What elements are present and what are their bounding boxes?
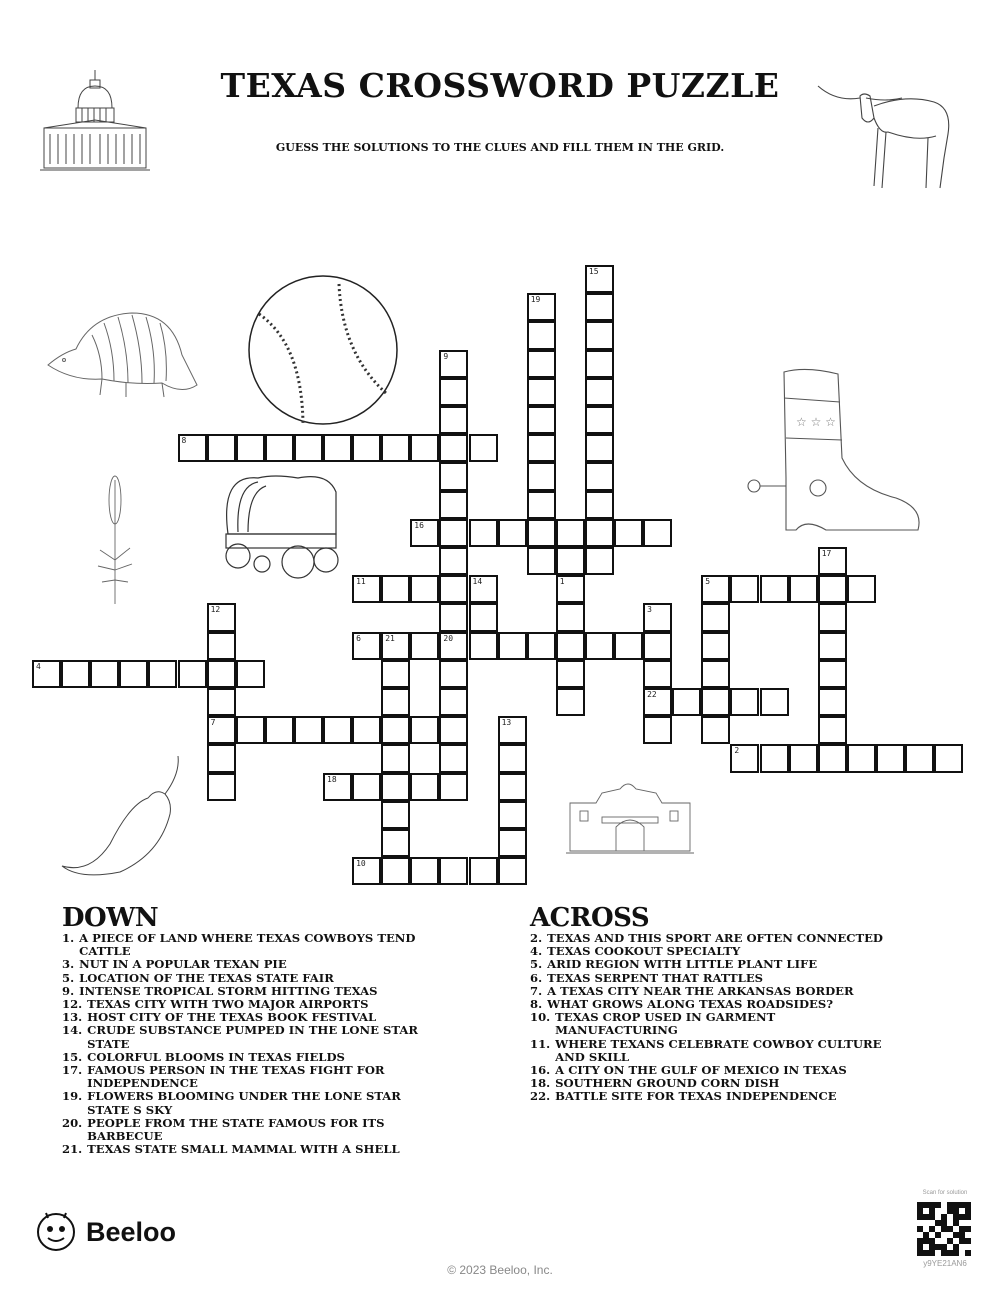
clue-text: ARID REGION WITH LITTLE PLANT LIFE — [547, 957, 818, 972]
grid-cell[interactable] — [818, 688, 847, 716]
clue-text: TEXAS STATE SMALL MAMMAL WITH A SHELL — [87, 1142, 400, 1157]
grid-cell[interactable] — [818, 547, 847, 575]
clue-number: 16 — [414, 520, 424, 530]
grid-cell[interactable] — [265, 716, 294, 744]
longhorn-illustration — [816, 78, 966, 193]
grid-cell[interactable] — [469, 603, 498, 631]
clue-number: 3 — [647, 605, 652, 615]
grid-cell[interactable] — [585, 462, 614, 490]
grid-cell[interactable] — [701, 660, 730, 688]
down-clue — [62, 932, 442, 958]
clue-text: COLORFUL BLOOMS IN TEXAS FIELDS — [87, 1049, 345, 1064]
grid-cell[interactable] — [585, 378, 614, 406]
grid-cell[interactable] — [585, 350, 614, 378]
clue-text: INTENSE TROPICAL STORM HITTING TEXAS — [79, 983, 378, 998]
grid-cell[interactable] — [643, 716, 672, 744]
grid-cell[interactable] — [498, 801, 527, 829]
clue-number: 1. — [62, 931, 75, 945]
grid-cell[interactable] — [410, 519, 439, 547]
grid-cell[interactable] — [178, 660, 207, 688]
grid-cell[interactable] — [469, 632, 498, 660]
clue-number: 16. — [530, 1063, 551, 1078]
grid-cell[interactable] — [818, 660, 847, 688]
clue-text: FAMOUS PERSON IN THE TEXAS FIGHT FOR INDEPENDENCE — [87, 1063, 385, 1091]
grid-cell[interactable] — [439, 406, 468, 434]
grid-cell[interactable] — [934, 744, 963, 772]
grid-cell[interactable] — [32, 660, 61, 688]
across-clues — [530, 904, 890, 1104]
grid-cell[interactable] — [323, 434, 352, 462]
clue-number: 11. — [530, 1036, 551, 1051]
grid-cell[interactable] — [585, 547, 614, 575]
grid-cell[interactable] — [818, 716, 847, 744]
clue-number: 7 — [210, 718, 216, 728]
down-clue — [62, 1143, 442, 1156]
grid-cell[interactable] — [498, 716, 527, 744]
clue-number: 14 — [472, 577, 483, 587]
grid-cell[interactable] — [381, 434, 410, 462]
grid-cell[interactable] — [585, 293, 614, 321]
grid-cell[interactable] — [672, 688, 701, 716]
grid-cell[interactable] — [818, 744, 847, 772]
clue-number: 13. — [62, 1010, 83, 1025]
grid-cell[interactable] — [410, 773, 439, 801]
grid-cell[interactable] — [236, 660, 265, 688]
grid-cell[interactable] — [410, 575, 439, 603]
grid-cell[interactable] — [352, 857, 381, 885]
grid-cell[interactable] — [614, 519, 643, 547]
grid-cell[interactable] — [439, 350, 468, 378]
grid-cell[interactable] — [323, 773, 352, 801]
clue-number: 1 — [559, 577, 565, 587]
clue-number: 2. — [530, 931, 543, 945]
grid-cell[interactable] — [119, 660, 148, 688]
clue-number: 10. — [530, 1010, 551, 1025]
clue-number: 17 — [821, 549, 832, 558]
grid-cell[interactable] — [643, 632, 672, 660]
grid-cell[interactable] — [789, 744, 818, 772]
grid-cell[interactable] — [381, 575, 410, 603]
clue-number: 9. — [62, 983, 75, 998]
grid-cell[interactable] — [381, 744, 410, 772]
grid-cell[interactable] — [439, 688, 468, 716]
grid-cell[interactable] — [876, 744, 905, 772]
grid-cell[interactable] — [439, 632, 468, 660]
grid-cell[interactable] — [585, 491, 614, 519]
grid-cell[interactable] — [498, 632, 527, 660]
grid-cell[interactable] — [439, 378, 468, 406]
grid-cell[interactable] — [410, 632, 439, 660]
down-clue — [62, 1024, 442, 1050]
grid-cell[interactable] — [527, 519, 556, 547]
grid-cell[interactable] — [701, 716, 730, 744]
grid-cell[interactable] — [439, 491, 468, 519]
clue-number: 9 — [443, 351, 449, 361]
grid-cell[interactable] — [207, 632, 236, 660]
clue-number: 19 — [530, 295, 541, 305]
grid-cell[interactable] — [556, 660, 585, 688]
clue-text: NUT IN A POPULAR TEXAN PIE — [79, 957, 287, 972]
grid-cell[interactable] — [148, 660, 177, 688]
grid-cell[interactable] — [207, 688, 236, 716]
baseball-illustration — [247, 274, 399, 426]
grid-cell[interactable] — [585, 265, 614, 293]
clue-number: 5 — [705, 577, 711, 587]
grid-cell[interactable] — [701, 603, 730, 631]
across-clue — [530, 1090, 890, 1103]
grid-cell[interactable] — [178, 434, 207, 462]
grid-cell[interactable] — [643, 660, 672, 688]
grid-cell[interactable] — [527, 547, 556, 575]
clue-number: 21 — [385, 633, 395, 643]
grid-cell[interactable] — [352, 632, 381, 660]
grid-cell[interactable] — [439, 519, 468, 547]
grid-cell[interactable] — [498, 857, 527, 885]
grid-cell[interactable] — [352, 773, 381, 801]
armadillo-illustration — [42, 305, 207, 400]
grid-cell[interactable] — [410, 434, 439, 462]
grid-cell[interactable] — [236, 716, 265, 744]
clue-text: TEXAS COOKOUT SPECIALTY — [547, 944, 741, 959]
grid-cell[interactable] — [585, 434, 614, 462]
grid-cell[interactable] — [381, 857, 410, 885]
down-clue — [62, 972, 442, 985]
clue-text: HOST CITY OF THE TEXAS BOOK FESTIVAL — [87, 1010, 377, 1025]
across-clue — [530, 958, 890, 971]
grid-cell[interactable] — [469, 575, 498, 603]
clue-text: FLOWERS BLOOMING UNDER THE LONE STAR STATE S SKY — [87, 1089, 401, 1117]
clue-number: 17. — [62, 1063, 83, 1078]
chili-pepper-illustration — [60, 754, 185, 884]
grid-cell[interactable] — [381, 688, 410, 716]
grid-cell[interactable] — [527, 491, 556, 519]
grid-cell[interactable] — [439, 660, 468, 688]
clue-number: 21. — [62, 1142, 83, 1157]
clue-text: SOUTHERN GROUND CORN DISH — [555, 1076, 780, 1091]
clue-number: 4. — [530, 944, 543, 959]
beeloo-logo — [36, 1212, 176, 1252]
grid-cell[interactable] — [614, 632, 643, 660]
grid-cell[interactable] — [701, 632, 730, 660]
down-clue — [62, 1064, 442, 1090]
grid-cell[interactable] — [730, 744, 759, 772]
clue-number: 11 — [356, 577, 366, 587]
grid-cell[interactable] — [410, 716, 439, 744]
grid-cell[interactable] — [556, 603, 585, 631]
grid-cell[interactable] — [381, 829, 410, 857]
clue-number: 2 — [734, 746, 740, 756]
covered-wagon-illustration — [218, 472, 343, 580]
page-title: TEXAS CROSSWORD PUZZLE — [220, 66, 780, 105]
grid-cell[interactable] — [498, 829, 527, 857]
grid-cell[interactable] — [439, 434, 468, 462]
grid-cell[interactable] — [90, 660, 119, 688]
grid-cell[interactable] — [469, 857, 498, 885]
down-clue — [62, 958, 442, 971]
grid-cell[interactable] — [701, 688, 730, 716]
grid-cell[interactable] — [701, 575, 730, 603]
clue-number: 8 — [181, 436, 187, 446]
clue-text: A TEXAS CITY NEAR THE ARKANSAS BORDER — [547, 983, 854, 998]
grid-cell[interactable] — [439, 575, 468, 603]
grid-cell[interactable] — [439, 857, 468, 885]
grid-cell[interactable] — [381, 773, 410, 801]
clue-text: LOCATION OF THE TEXAS STATE FAIR — [79, 970, 334, 985]
grid-cell[interactable] — [498, 519, 527, 547]
clue-number: 10 — [356, 859, 366, 869]
clue-number: 14. — [62, 1023, 83, 1038]
grid-cell[interactable] — [207, 716, 236, 744]
grid-cell[interactable] — [439, 744, 468, 772]
grid-cell[interactable] — [527, 632, 556, 660]
grid-cell[interactable] — [352, 575, 381, 603]
clue-number: 18 — [327, 774, 337, 784]
grid-cell[interactable] — [527, 350, 556, 378]
grid-cell[interactable] — [527, 462, 556, 490]
grid-cell[interactable] — [439, 547, 468, 575]
grid-cell[interactable] — [730, 575, 759, 603]
clue-number: 3. — [62, 957, 75, 972]
clue-number: 13 — [501, 718, 512, 728]
clue-text: TEXAS CITY WITH TWO MAJOR AIRPORTS — [87, 997, 369, 1012]
clue-text: TEXAS SERPENT THAT RATTLES — [547, 970, 764, 985]
grid-cell[interactable] — [439, 462, 468, 490]
clue-number: 22 — [647, 690, 657, 699]
grid-cell[interactable] — [730, 688, 759, 716]
grid-cell[interactable] — [323, 716, 352, 744]
clue-number: 5. — [530, 957, 543, 972]
grid-cell[interactable] — [498, 773, 527, 801]
across-clue — [530, 972, 890, 985]
across-clue — [530, 1038, 890, 1064]
grid-cell[interactable] — [439, 773, 468, 801]
clue-number: 6. — [530, 970, 543, 985]
grid-cell[interactable] — [760, 688, 789, 716]
grid-cell[interactable] — [585, 632, 614, 660]
clue-number: 20 — [443, 633, 454, 643]
bluebonnet-illustration — [90, 470, 140, 605]
clue-text: PEOPLE FROM THE STATE FAMOUS FOR ITS BARBECUE — [87, 1115, 385, 1144]
grid-cell[interactable] — [439, 716, 468, 744]
clue-number: 12. — [62, 997, 83, 1012]
across-clue — [530, 1011, 890, 1037]
clue-text: TEXAS AND THIS SPORT ARE OFTEN CONNECTED — [547, 931, 883, 945]
instructions: GUESS THE SOLUTIONS TO THE CLUES AND FILL THEM IN THE GRID. — [275, 141, 725, 154]
clue-text: CRUDE SUBSTANCE PUMPED IN THE LONE STAR STATE — [87, 1023, 418, 1051]
down-clue — [62, 1117, 442, 1143]
capitol-illustration — [40, 68, 150, 176]
grid-cell[interactable] — [265, 434, 294, 462]
grid-cell[interactable] — [760, 575, 789, 603]
qr-code[interactable] — [917, 1202, 971, 1256]
grid-cell[interactable] — [207, 773, 236, 801]
grid-cell[interactable] — [527, 321, 556, 349]
grid-cell[interactable] — [527, 378, 556, 406]
alamo-illustration — [566, 779, 694, 857]
grid-cell[interactable] — [556, 575, 585, 603]
grid-cell[interactable] — [556, 688, 585, 716]
grid-cell[interactable] — [527, 406, 556, 434]
clue-number: 19. — [62, 1089, 83, 1104]
brand-name: Beeloo — [86, 1216, 177, 1247]
clue-number: 8. — [530, 997, 543, 1012]
grid-cell[interactable] — [236, 434, 265, 462]
clue-text: TEXAS CROP USED IN GARMENT MANUFACTURING — [555, 1010, 776, 1038]
grid-cell[interactable] — [498, 744, 527, 772]
clue-text: A CITY ON THE GULF OF MEXICO IN TEXAS — [555, 1063, 847, 1078]
grid-cell[interactable] — [818, 575, 847, 603]
clue-number: 5. — [62, 970, 75, 985]
grid-cell[interactable] — [585, 406, 614, 434]
down-clue — [62, 1090, 442, 1116]
clue-number: 15. — [62, 1049, 83, 1064]
grid-cell[interactable] — [352, 716, 381, 744]
across-heading: ACROSS — [530, 903, 650, 933]
grid-cell[interactable] — [352, 434, 381, 462]
clue-number: 7. — [530, 983, 543, 998]
grid-cell[interactable] — [381, 660, 410, 688]
grid-cell[interactable] — [905, 744, 934, 772]
cowboy-boot-illustration — [746, 368, 926, 533]
grid-cell[interactable] — [207, 603, 236, 631]
clue-number: 6 — [356, 633, 361, 643]
grid-cell[interactable] — [585, 519, 614, 547]
grid-cell[interactable] — [381, 801, 410, 829]
clue-number: 22. — [530, 1089, 551, 1104]
grid-cell[interactable] — [207, 744, 236, 772]
grid-cell[interactable] — [818, 632, 847, 660]
clue-text: A PIECE OF LAND WHERE TEXAS COWBOYS TEND CATTLE — [79, 931, 416, 959]
clue-text: WHAT GROWS ALONG TEXAS ROADSIDES? — [547, 997, 834, 1012]
grid-cell[interactable] — [847, 744, 876, 772]
grid-cell[interactable] — [818, 603, 847, 631]
clue-number: 15 — [588, 267, 599, 276]
copyright: © 2023 Beeloo, Inc. — [447, 1263, 553, 1277]
grid-cell[interactable] — [207, 660, 236, 688]
grid-cell[interactable] — [527, 434, 556, 462]
clue-number: 18. — [530, 1076, 551, 1091]
grid-cell[interactable] — [556, 632, 585, 660]
clue-number: 12 — [210, 605, 221, 615]
grid-cell[interactable] — [556, 547, 585, 575]
grid-cell[interactable] — [643, 688, 672, 716]
bee-icon — [36, 1212, 76, 1252]
grid-cell[interactable] — [469, 434, 498, 462]
grid-cell[interactable] — [439, 603, 468, 631]
grid-cell[interactable] — [585, 321, 614, 349]
grid-cell[interactable] — [381, 716, 410, 744]
clue-text: WHERE TEXANS CELEBRATE COWBOY CULTURE AND SKILL — [555, 1036, 882, 1064]
grid-cell[interactable] — [760, 744, 789, 772]
grid-cell[interactable] — [643, 519, 672, 547]
grid-cell[interactable] — [643, 603, 672, 631]
grid-cell[interactable] — [410, 857, 439, 885]
grid-cell[interactable] — [61, 660, 90, 688]
grid-cell[interactable] — [294, 434, 323, 462]
clue-number: 20. — [62, 1115, 83, 1130]
grid-cell[interactable] — [527, 293, 556, 321]
grid-cell[interactable] — [789, 575, 818, 603]
scan-label: Scan for solution — [922, 1190, 968, 1196]
grid-cell[interactable] — [556, 519, 585, 547]
puzzle-code: y9YE21AN6 — [923, 1259, 967, 1268]
svg-text:☆ ☆ ☆: ☆ ☆ ☆ — [796, 415, 836, 429]
down-heading: DOWN — [62, 903, 159, 933]
grid-cell[interactable] — [469, 519, 498, 547]
down-clues — [62, 904, 442, 1156]
grid-cell[interactable] — [207, 434, 236, 462]
grid-cell[interactable] — [847, 575, 876, 603]
grid-cell[interactable] — [381, 632, 410, 660]
clue-text: BATTLE SITE FOR TEXAS INDEPENDENCE — [555, 1089, 837, 1104]
clue-number: 4 — [36, 661, 41, 671]
grid-cell[interactable] — [294, 716, 323, 744]
